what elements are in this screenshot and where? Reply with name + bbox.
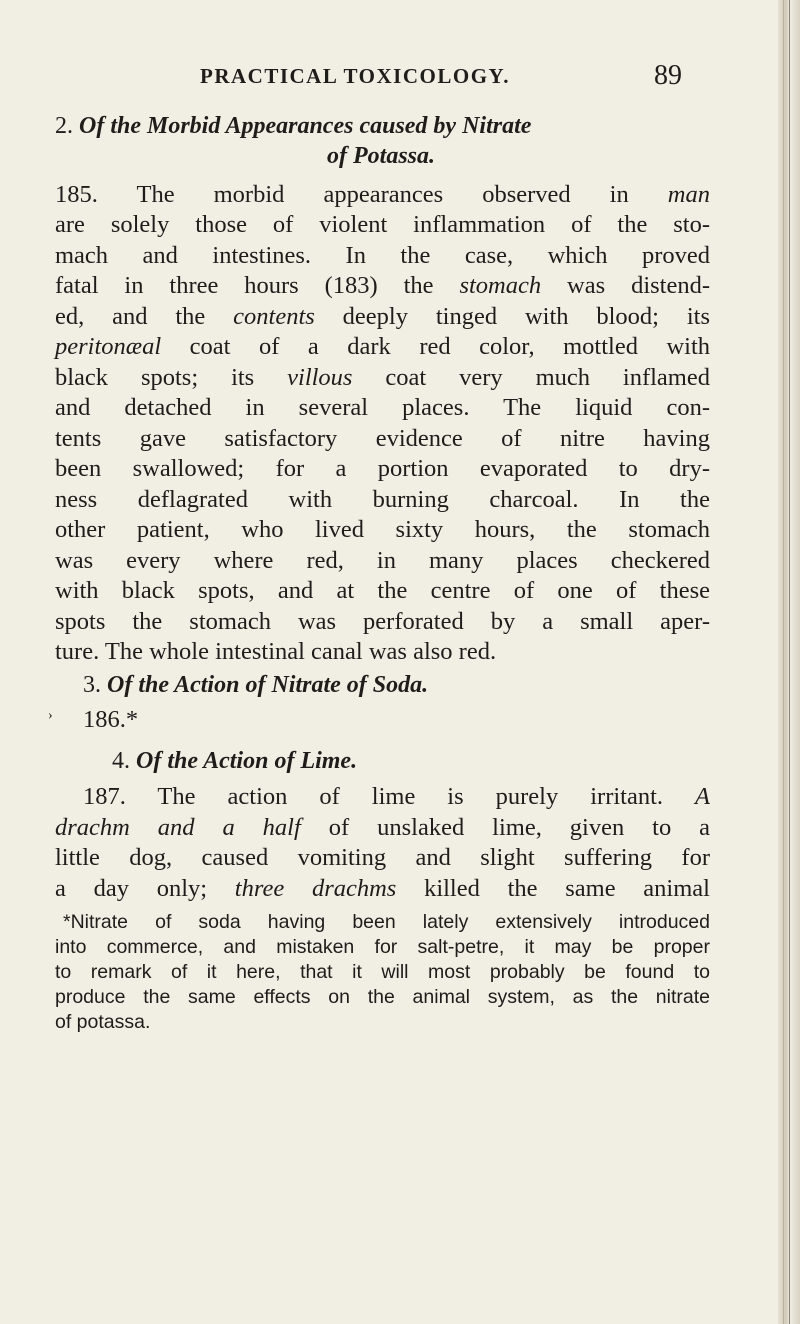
italic-term: A xyxy=(695,783,710,810)
footnote-line: produce the same effects on the animal system, as the nitrate xyxy=(55,986,710,1008)
text-line: little dog, caused vomiting and slight suffering for xyxy=(55,844,710,871)
section-title: Of the Action of Nitrate of Soda. xyxy=(107,672,429,698)
text-line: ture. The whole intestinal canal was also red. xyxy=(55,638,497,665)
section-number: 3. xyxy=(83,672,101,698)
footnote-line: *Nitrate of soda having been lately extensively introduced xyxy=(63,911,710,933)
text-line: been swallowed; for a portion evaporated to dry- xyxy=(55,455,710,482)
text-line: a day only; three drachms killed the same animal xyxy=(55,875,710,902)
section-number: 4. xyxy=(112,748,130,774)
section-title-line2: of Potassa. xyxy=(327,143,435,169)
text-line: and detached in several places. The liquid con- xyxy=(55,394,710,421)
text-line: spots the stomach was perforated by a small aper- xyxy=(55,608,710,635)
footnote-line: of potassa. xyxy=(55,1011,151,1033)
text-line: tents gave satisfactory evidence of nitre having xyxy=(55,425,710,452)
italic-term: stomach xyxy=(459,272,542,299)
italic-term: villous xyxy=(287,364,353,391)
text-line: 187. The action of lime is purely irritant. A xyxy=(83,783,710,810)
text-line: mach and intestines. In the case, which proved xyxy=(55,242,710,269)
section-heading xyxy=(83,672,428,699)
paragraph-186: 186.* xyxy=(83,706,139,733)
margin-mark: › xyxy=(48,708,53,723)
text-line: drachm and a half of unslaked lime, given to a xyxy=(55,814,711,841)
text-line: with black spots, and at the centre of one of these xyxy=(55,577,710,604)
section-heading xyxy=(55,113,531,140)
text-line: black spots; its villous coat very much inflamed xyxy=(55,364,710,391)
footnote-line: to remark of it here, that it will most probably be found to xyxy=(55,961,710,983)
text-line: 185. The morbid appearances observed in man xyxy=(55,181,710,208)
running-title: PRACTICAL TOXICOLOGY. xyxy=(200,64,511,88)
text-line: fatal in three hours (183) the stomach was distend- xyxy=(55,272,710,299)
section-title-line1: Of the Morbid Appearances caused by Nitrate xyxy=(79,113,532,139)
text-line: peritonæal coat of a dark red color, mottled with xyxy=(55,333,710,360)
section-heading xyxy=(112,748,357,775)
italic-term: man xyxy=(667,181,710,208)
text-line: ed, and the contents deeply tinged with blood; its xyxy=(55,303,710,330)
italic-term: contents xyxy=(233,303,315,330)
italic-term: drachm and a half xyxy=(55,814,301,841)
section-title: Of the Action of Lime. xyxy=(136,748,358,774)
text-line: other patient, who lived sixty hours, the stomach xyxy=(55,516,710,543)
page-edge-line xyxy=(789,0,790,1324)
page-number: 89 xyxy=(654,60,682,91)
section-heading-cont xyxy=(327,143,435,170)
text-line: are solely those of violent inflammation of the sto- xyxy=(55,211,710,238)
italic-term: peritonæal xyxy=(55,333,162,360)
text-line: ness deflagrated with burning charcoal. In the xyxy=(55,486,710,513)
page-header xyxy=(200,60,720,94)
footnote-line: into commerce, and mistaken for salt-petre, it may be proper xyxy=(55,936,710,958)
page-edge-line xyxy=(783,0,784,1324)
italic-term: three drachms xyxy=(234,875,397,902)
section-number: 2. xyxy=(55,113,73,139)
text-line: was every where red, in many places checkered xyxy=(55,547,710,574)
